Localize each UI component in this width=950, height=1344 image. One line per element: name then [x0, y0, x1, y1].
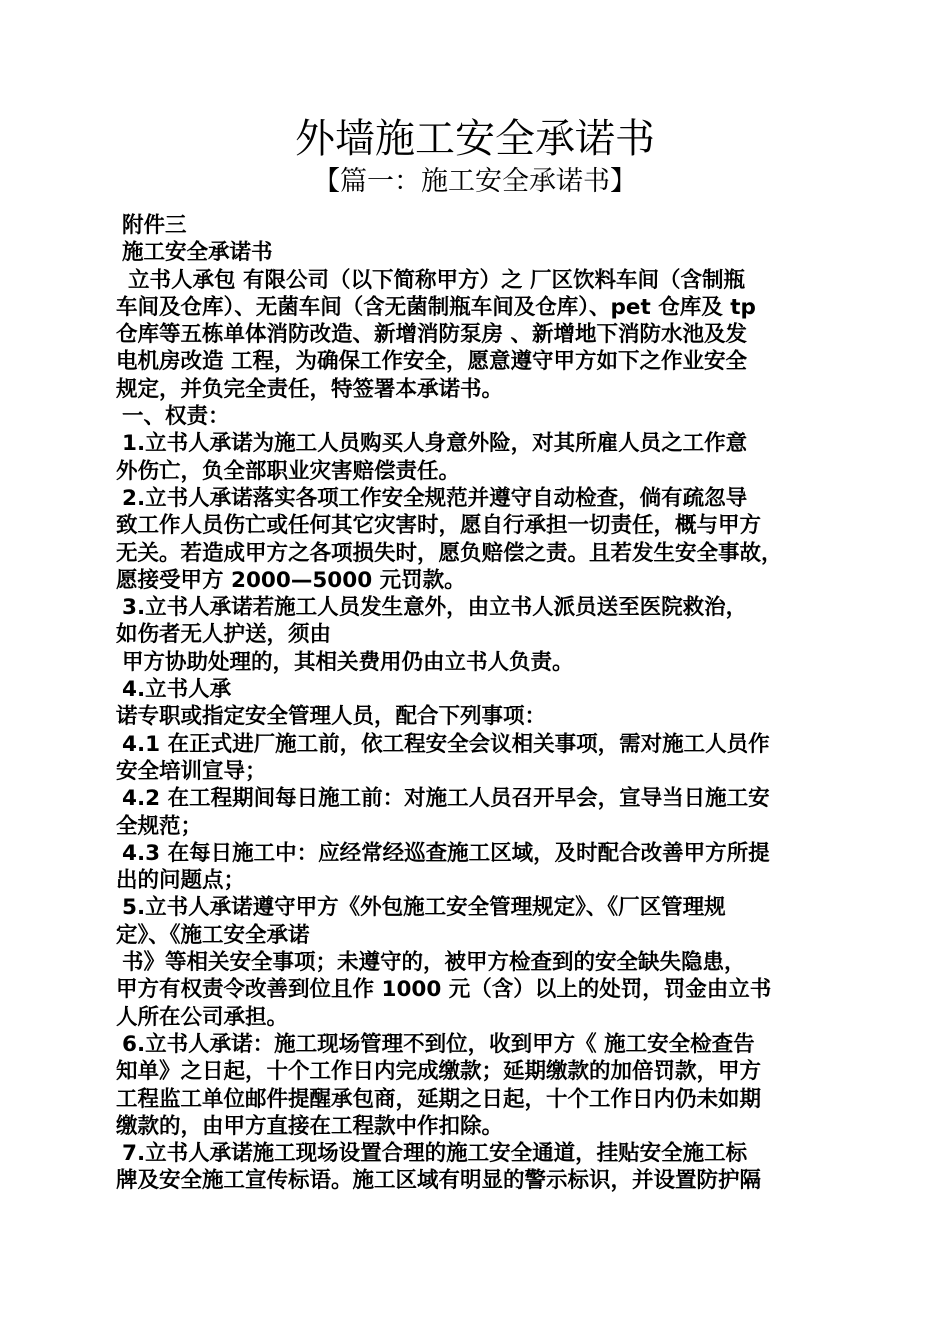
text-line: 4.立书人承	[122, 677, 232, 703]
text-line: 外伤亡，负全部职业灾害赔偿责任。	[116, 458, 461, 484]
text-line: 甲方协助处理的，其相关费用仍由立书人负责。	[122, 649, 574, 675]
text-line: 知单》之日起，十个工作日内完成缴款；延期缴款的加倍罚款，甲方	[116, 1059, 762, 1085]
text-line: 愿接受甲方 2000—5000 元罚款。	[116, 567, 466, 593]
text-line: 出的问题点；	[116, 868, 246, 894]
text-line: 2.立书人承诺落实各项工作安全规范并遵守自动检查，倘有疏忽导	[122, 485, 748, 511]
text-line: 4.3 在每日施工中：应经常经巡查施工区域，及时配合改善甲方所提	[122, 840, 770, 866]
text-line: 无关。若造成甲方之各项损失时，愿负赔偿之责。且若发生安全事故，	[116, 540, 783, 566]
text-line: 人所在公司承担。	[116, 1004, 289, 1030]
text-line: 立书人承包 有限公司（以下简称甲方）之 厂区饮料车间（含制瓶	[128, 267, 745, 293]
text-line: 5.立书人承诺遵守甲方《外包施工安全管理规定》、《厂区管理规	[122, 895, 726, 921]
text-line: 规定，并负完全责任，特签署本承诺书。	[116, 376, 504, 402]
text-line: 7.立书人承诺施工现场设置合理的施工安全通道，挂贴安全施工标	[122, 1141, 748, 1167]
text-line: 缴款的，由甲方直接在工程款中作扣除。	[116, 1113, 504, 1139]
text-line: 诺专职或指定安全管理人员，配合下列事项：	[116, 704, 547, 730]
text-line: 1.立书人承诺为施工人员购买人身意外险，对其所雇人员之工作意	[122, 431, 748, 457]
text-line: 牌及安全施工宣传标语。施工区域有明显的警示标识，并设置防护隔	[116, 1168, 762, 1194]
text-line: 甲方有权责令改善到位且作 1000 元（含）以上的处罚，罚金由立书	[116, 977, 772, 1003]
text-line: 工程监工单位邮件提醒承包商，延期之日起，十个工作日内仍未如期	[116, 1086, 762, 1112]
text-line: 3.立书人承诺若施工人员发生意外，由立书人派员送至医院救治，	[122, 595, 748, 621]
text-line: 全规范；	[116, 813, 203, 839]
text-line: 附件三	[122, 213, 187, 238]
document-body	[116, 212, 838, 1195]
document-title: 外墙施工安全承诺书	[295, 116, 655, 162]
text-line: 书》等相关安全事项；未遵守的，被甲方检查到的安全缺失隐患，	[122, 950, 746, 976]
text-line: 4.1 在正式进厂施工前，依工程安全会议相关事项，需对施工人员作	[122, 731, 770, 757]
text-line: 6.立书人承诺：施工现场管理不到位，收到甲方《 施工安全检查告	[122, 1031, 755, 1057]
text-line: 安全培训宣导；	[116, 758, 267, 784]
text-line: 施工安全承诺书	[122, 240, 273, 266]
document-subtitle: 【篇一：施工安全承诺书】	[313, 166, 637, 197]
text-line: 致工作人员伤亡或任何其它灾害时，愿自行承担一切责任，概与甲方	[116, 513, 762, 539]
text-line: 如伤者无人护送，须由	[116, 622, 332, 648]
text-line: 仓库等五栋单体消防改造、新增消防泵房 、新增地下消防水池及发	[116, 322, 747, 348]
text-line: 电机房改造 工程，为确保工作安全，愿意遵守甲方如下之作业安全	[116, 349, 747, 375]
text-line: 定》、《施工安全承诺	[116, 922, 310, 948]
text-line: 一、权责：	[122, 404, 230, 430]
text-line: 车间及仓库）、无菌车间（含无菌制瓶车间及仓库）、pet 仓库及 tp	[116, 294, 756, 320]
text-line: 4.2 在工程期间每日施工前：对施工人员召开早会，宣导当日施工安	[122, 786, 770, 812]
